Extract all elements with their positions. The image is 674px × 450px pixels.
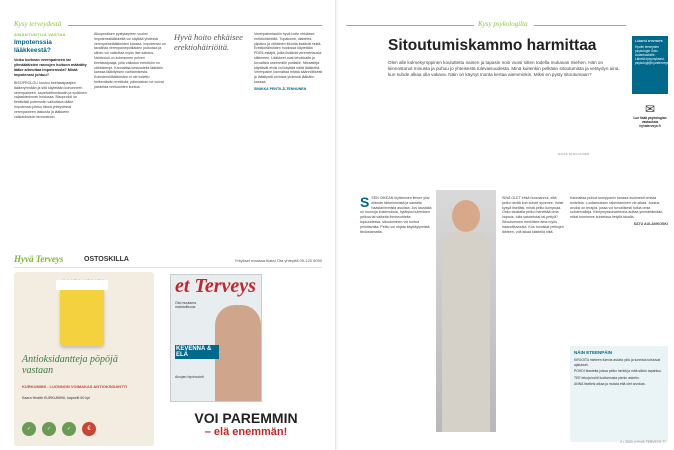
badge-icon: ✓ bbox=[62, 422, 76, 436]
portrait-head bbox=[452, 200, 480, 232]
tip-item: TEE tekoja kohti luottamusta pienin askelin. bbox=[574, 375, 640, 380]
magazine-subtitle: Ota muutama mahdollisuus bbox=[175, 301, 197, 309]
body-text-1 bbox=[360, 196, 432, 234]
question-title: Impotenssia lääkkeestä? bbox=[14, 39, 52, 54]
supplement-bottle bbox=[60, 288, 104, 346]
cover-model-photo bbox=[215, 305, 261, 401]
tips-header: NÄIN ETEENPÄIN bbox=[574, 350, 613, 355]
photo-credit: RAISA PANULAINEN bbox=[558, 152, 590, 156]
answer-text-1: BISOPROLOLI kuuluu beetasalpaajien lääkeryhmään ja sitä käytetään kohonneen verenpaineen, sepelvaltimotaudin ja sydämen vajaatoiminnan hoidossa. Bisoprololi on tiettävästi potenssiin vaikuttava lääke. Impotenssi johtuu tässä yhteydessä verenpaineen laskusta ja lääkkeen vaikutuksista hermostoon. bbox=[14, 81, 87, 119]
badge-icon: ✓ bbox=[22, 422, 36, 436]
slogan bbox=[166, 410, 326, 438]
magazine-subhead: Aivojen hyvinvointi bbox=[175, 375, 204, 379]
body-text-1-content: SEN OIKEAN löytäminen lienee yksi elämän tärkeimmistä ja samalla haastavimmista asioista. Jos taustalla on huonoja kokemuksia, hylätyksi tulemisen pelkoa tai vaikeita ihmissuhteita lapsuudessa, sitoutuminen voi tuntua pelottavalta. Pelko voi ohjata käyttäytymistä tiedostamatta. bbox=[360, 196, 432, 234]
slogan-line-1: VOI PAREMMIN bbox=[194, 410, 298, 426]
shop-title: OSTOSKILLA bbox=[84, 256, 129, 263]
letter-promo-text: Lue lisää psykologian vastauksia hyvaterveys.fi bbox=[633, 116, 667, 128]
bottle-cap bbox=[56, 280, 108, 290]
envelope-icon: ✉ bbox=[644, 102, 656, 116]
price-badge: € bbox=[82, 422, 96, 436]
shop-ad bbox=[0, 252, 336, 450]
running-head-left: Kysy terveydestä bbox=[14, 20, 62, 28]
magazine-logo: et Terveys bbox=[175, 275, 256, 297]
tip-item: KIRJOITA mieleen tulevia asioita ylös ja tunnista toistuvat ajatukset. bbox=[574, 358, 661, 367]
pull-quote: Hyvä hoito ehkäisee erektiohäiriöitä. bbox=[174, 32, 243, 52]
qa-column-1 bbox=[14, 32, 88, 248]
left-page bbox=[0, 0, 336, 450]
body-column-1 bbox=[360, 196, 432, 276]
section-tag: ASIANTUNTIJA VASTAA bbox=[14, 32, 66, 37]
running-head-right: Kysy psykologilta bbox=[478, 20, 528, 28]
qa-column-3 bbox=[254, 32, 324, 248]
running-head-rule-right bbox=[534, 25, 626, 26]
running-head-rule bbox=[68, 25, 322, 26]
right-page bbox=[338, 0, 674, 450]
pull-quote-box bbox=[174, 32, 248, 92]
product-name: Antioksidantteja pöpöjä vastaan bbox=[22, 354, 118, 376]
product-desc: Kaara Health KURKUMIINI, kapselit 60 kpl bbox=[22, 396, 90, 400]
body-text-3: Kannattaa puhua kumppanin kanssa avoimesti omista tunteista. Luottamuksen rakentaminen vie aikaa. Joskus avuksi on terapia, jossa voi turvallisesti tutkia omia suhdemalleja. Kiintymyssuhdeteoria auttaa ymmärtämään, miksi toimimme suhteissa tietyllä tavalla. bbox=[570, 196, 664, 220]
answer-text-2: Alkuperäisen pystytarpeen vuoksi impotenssilääkkeitä voi käyttää yhdessä verenpainelääkkeiden kanssa. Impotenssi on tavallista verenpainepotilaiden joukossa ja siihen voi vaikuttaa myös itse sairaus. Nebivololi on kolmannen polven beetasalpaaja, jolla vaikutus erektiöön on vähäisempi. Kannattaa keskustella lääkärin kanssa lääkityksen vaihtamisesta. Kolesterolilääkkeiden ei ole todettu heikentävän erektiota, päinvastoin ne voivat parantaa verisuonten kuntoa. bbox=[94, 32, 166, 89]
body-text-2: SINÄ OLET ehkä huomannut, että pelko herää kun suhde syvenee. Voisit kysyä itseltäsi, mistä pelko kumpuaa. Onko taustalla pelko menettää oma vapaus, tulla satutetuksi tai pettyä? Sitoutuminen merkitsee aina myös haavoittuvuutta. Kun tunnistat pelkojen lähteen, voit alkaa käsitellä niitä. bbox=[502, 196, 564, 234]
running-head-rule-left bbox=[346, 25, 474, 26]
body-column-3 bbox=[570, 196, 668, 340]
body-column-2 bbox=[502, 196, 566, 442]
magazine-cover[interactable] bbox=[170, 274, 262, 402]
slogan-line-2: – elä enemmän! bbox=[204, 426, 288, 438]
tip-item: POHDI tilanteita joissa pelko herää ja mitä silloin tapahtuu. bbox=[574, 369, 663, 374]
tips-box bbox=[570, 346, 668, 442]
product-panel[interactable] bbox=[14, 272, 154, 446]
portrait-body bbox=[442, 232, 490, 432]
order-info: Yritykset maassa tilata! Ota yhteyttä 09-120 5090 bbox=[234, 258, 322, 263]
answer-text-3: Verenpainetautiin hyvä hoito ehkäisee erektiohäiriöitä. Tupakointi, diabetes, ylipaino ja vähäinen liikunta lisäävät riskiä. Erektiohäiriöiden hoidossa käytetään PDE5-estäjiä, jotka lisäävät verenvirtausta siittimeen. Lääkkeet ovat tehokkaita ja turvallisia useimmille potilaille. Nitraatteja käyttävät eivät voi käyttää näitä lääkkeitä. Verenpaine kannattaa mitata säännöllisesti ja lääkitystä arvioida yhdessä lääkärin kanssa. bbox=[254, 32, 323, 84]
article-lead: Olen alle kolmekymppinen kouluttettu nainen ja tapasin noin vuosi sitten todella mukavan miehen. Hän on kiinnostunut minusta ja puhuu jo yhteisestä tulevaisuudesta. Minä kuitenkin pelkään sitoutumista ja vetäydyn aina, kun suhde alkaa olla vakava. Näin on käynyt monta kertaa aiemminkin. Miksi en pysty sitoutumaan? bbox=[388, 60, 620, 77]
tip-item: ANNA itsellesi aikaa ja muista että olet arvokas. bbox=[574, 382, 646, 387]
ht-logo: Hyvä Terveys bbox=[14, 254, 64, 264]
drop-cap: S bbox=[360, 196, 370, 210]
ad-header bbox=[14, 252, 322, 268]
article-title: Sitoutumiskammo harmittaa bbox=[388, 37, 597, 54]
question-lead: Voiko korkean verenpaineen tai ylimääräisten rasvojen hoitoon määrätty lääke aiheuttaa impotenssia? Mistä impotenssi johtuu? bbox=[14, 58, 87, 77]
expert-box-header: LÄHETÄ KYSYMYS bbox=[635, 39, 663, 43]
magazine-headline: KEVENNÄ & ELÄ bbox=[175, 345, 219, 359]
qa-column-2 bbox=[94, 32, 168, 248]
badge-icon: ✓ bbox=[42, 422, 56, 436]
letter-promo bbox=[632, 102, 668, 128]
badge-row bbox=[22, 422, 146, 438]
author-signature-right: SATU AULANKOSKI bbox=[633, 221, 668, 226]
expert-box bbox=[632, 36, 672, 94]
product-subtitle: KURKUMIINI - LUONNON VOIMAKAS ANTIOKSIDANTTI bbox=[22, 384, 128, 389]
author-signature: SINIKKA PENTILÄ-TENHUNEN bbox=[254, 86, 307, 91]
page-footer: 2 • 2020 | HYVÄ TERVEYS 77 bbox=[620, 440, 666, 444]
expert-box-text: Hyvän terveyden psykologin Satu Aulankoskelle. Lähetä kysymyksesi: psykologi@hyvaterveys.fi bbox=[635, 45, 672, 65]
portrait-photo bbox=[436, 190, 496, 432]
